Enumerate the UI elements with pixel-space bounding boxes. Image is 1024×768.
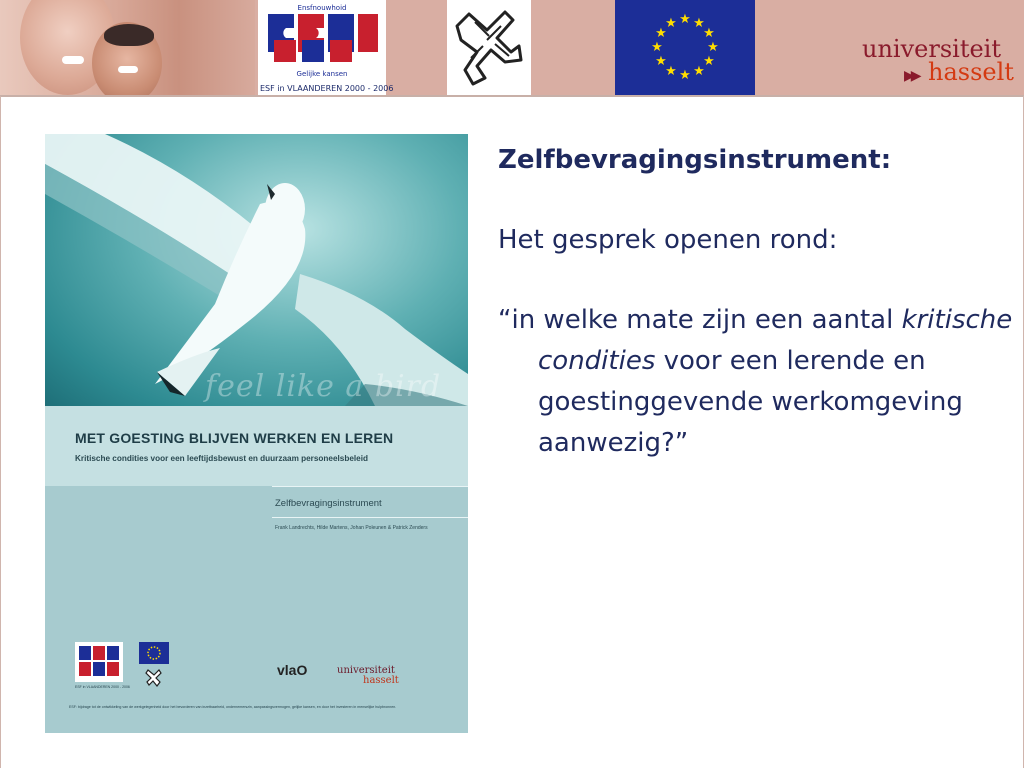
svg-text:Gelijke kansen: Gelijke kansen [296,70,348,78]
cover-sky [45,134,468,406]
svg-text:★: ★ [655,54,667,69]
cover-eu-flag [139,642,169,664]
svg-text:★: ★ [703,26,715,41]
banner-divider [0,95,1024,97]
slide-quote [498,300,1018,464]
svg-text:★: ★ [679,68,691,83]
svg-text:Ensfnouwhoid: Ensfnouwhoid [297,4,347,12]
quote-part-2: voor een lerende en goestinggevende werkomgeving aanwezig?” [538,346,963,458]
svg-text:★: ★ [651,40,663,55]
cover-vlao-logo [277,660,321,690]
svg-text:★: ★ [707,40,719,55]
slide-intro: Het gesprek openen rond: [498,225,838,255]
double-arrow-icon: ▶▶ [904,68,918,84]
cover-esf-caption: ESF in VLAANDEREN 2000 - 2006 [75,685,130,689]
cover-lower-area [45,486,468,733]
seagull-icon [45,134,468,406]
cover-title: MET GOESTING BLIJVEN WERKEN EN LEREN [75,430,394,446]
university-logo-line1: universiteit [862,35,1001,63]
cover-subtitle: Kritische condities voor een leeftijdsbewust en duurzaam personeelsbeleid [75,454,369,463]
cover-title-band [45,406,468,486]
university-logo-line2-wrap [862,60,1014,84]
slide-text [498,140,1013,464]
quote-part-1: “in welke mate zijn een aantal [498,305,902,335]
cover-lion-icon [145,668,163,688]
cover-university-line1: universiteit [337,665,395,676]
cover-vlao-text: vlaO [277,662,308,678]
svg-text:★: ★ [679,12,691,27]
cover-university-line2: hasselt [363,675,399,686]
university-logo-line2: hasselt [928,58,1014,86]
svg-text:★: ★ [655,26,667,41]
universiteit-hasselt-logo [862,35,1014,86]
cover-document-type: Zelfbevragingsinstrument [275,498,382,509]
svg-text:★: ★ [693,16,705,31]
cover-divider-1 [272,486,468,487]
cover-university-logo [337,666,399,686]
esf-caption: ESF in VLAANDEREN 2000 - 2006 [260,84,394,93]
svg-text:★: ★ [703,54,715,69]
photo-banner [0,0,255,95]
cover-overlay-text: feel like a bird [205,369,442,404]
quote-italic: kritische condities [538,305,1013,376]
book-cover-image [45,134,468,733]
eu-flag-logo [615,0,755,95]
svg-text:★: ★ [693,64,705,79]
header-banner [0,0,1024,95]
cover-esf-logo [75,642,123,682]
esf-gelijke-kansen-logo [258,0,394,95]
frame-left [0,96,1,768]
slide-heading: Zelfbevragingsinstrument: [498,145,892,175]
cover-divider-2 [272,517,468,518]
flemish-lion-logo [447,0,531,95]
cover-authors: Frank Landrechts, Hilde Martens, Johan Poleunen & Patrick Zenders [275,525,428,531]
cover-footnote: ESF: bijdrage tot de ontwikkeling van de werkgelegenheid door het bevorderen van inzetbaarheid, ondernemerszin, aanpassingsvermogen, gelijke kansen, en door het investeren in menselijke hulpbronnen. [69,705,397,709]
svg-text:★: ★ [665,16,677,31]
svg-text:★: ★ [665,64,677,79]
